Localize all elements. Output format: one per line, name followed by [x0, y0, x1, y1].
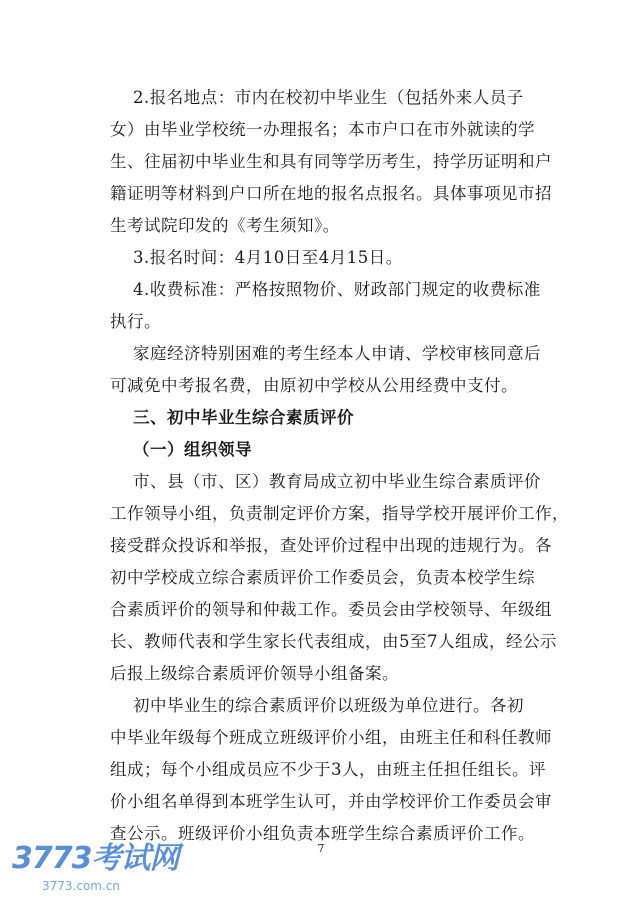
paragraph-line: 可减免中考报名费，由原初中学校从公用经费中支付。: [110, 376, 518, 395]
paragraph-line: 初中学校成立综合素质评价工作委员会，负责本校学生综: [110, 568, 535, 587]
section-heading: 三、初中毕业生综合素质评价: [133, 408, 354, 427]
paragraph-line: 工作领导小组，负责制定评价方案，指导学校开展评价工作，: [110, 504, 569, 523]
watermark-url: 3773.com.cn: [42, 879, 120, 893]
paragraph-line: 生、往届初中毕业生和具有同等学历考生，持学历证明和户: [110, 152, 552, 171]
paragraph-line: 中毕业年级每个班成立班级评价小组，由班主任和科任教师: [110, 728, 552, 747]
paragraph-line: 籍证明等材料到户口所在地的报名点报名。具体事项见市招: [110, 184, 552, 203]
paragraph-line: 长、教师代表和学生家长代表组成，由5至7人组成，经公示: [110, 632, 557, 651]
paragraph-line: 女）由毕业学校统一办理报名；本市户口在市外就读的学: [110, 120, 535, 139]
paragraph-line: 合素质评价的领导和仲裁工作。委员会由学校领导、年级组: [110, 600, 552, 619]
paragraph-line: 组成；每个小组成员应不少于3人，由班主任担任组长。评: [110, 760, 546, 779]
paragraph-line: 查公示。班级评价小组负责本班学生综合素质评价工作。: [110, 824, 535, 843]
paragraph-line: 接受群众投诉和举报，查处评价过程中出现的违规行为。各: [110, 536, 552, 555]
paragraph-line: 家庭经济特别困难的考生经本人申请、学校审核同意后: [133, 344, 541, 363]
paragraph-line: 执行。: [110, 312, 161, 331]
paragraph-line: 后报上级综合素质评价领导小组备案。: [110, 664, 399, 683]
page-number: 7: [317, 842, 325, 855]
paragraph-line: 生考试院印发的《考生须知》。: [110, 216, 340, 235]
paragraph-line: 市、县（市、区）教育局成立初中毕业生综合素质评价: [133, 472, 541, 491]
paragraph-line: 2.报名地点：市内在校初中毕业生（包括外来人员子: [133, 88, 524, 107]
paragraph-line: 3.报名时间：4月10日至4月15日。: [133, 248, 403, 267]
site-watermark: [12, 842, 182, 898]
paragraph-line: 4.收费标准：严格按照物价、财政部门规定的收费标准: [133, 280, 541, 299]
paragraph-line: 初中毕业生的综合素质评价以班级为单位进行。各初: [133, 696, 524, 715]
paragraph-line: 价小组名单得到本班学生认可，并由学校评价工作委员会审: [110, 792, 552, 811]
watermark-logo-text: 3773考试网: [12, 841, 179, 876]
subsection-heading: （一）组织领导: [133, 440, 252, 459]
